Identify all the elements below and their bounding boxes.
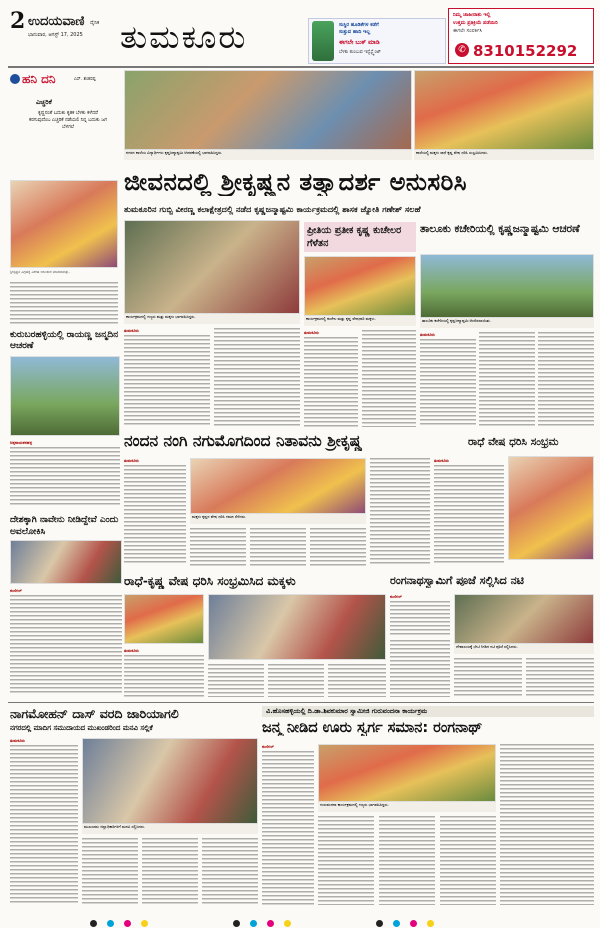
desha-byline: ಕುಣಿಗಲ್ [10, 588, 22, 593]
nandana-body-col2 [190, 528, 246, 566]
nagamohan-subhead: ನಗರದಲ್ಲಿ ಮಾದಿಗ ಸಮುದಾಯದ ಮುಖಂಡರಿಂದ ಮನವಿ ಸಲ್ಲಿಕೆ [10, 724, 153, 732]
janma-caption: ಗುರುವಂದನಾ ಕಾರ್ಯಕ್ರಮದಲ್ಲಿ ಗಣ್ಯರು ಭಾಗವಹಿಸಿದ್ದರು. [318, 802, 496, 812]
kuchela-caption: ಕಾರ್ಯಕ್ರಮದಲ್ಲಿ ಕುಚೇಲ ಮತ್ತು ಕೃಷ್ಣ ವೇಷಧಾರಿ ಮಕ್ಕಳು. [304, 316, 416, 326]
taluk-body-col3 [538, 332, 594, 427]
phone-icon: ✆ [455, 43, 469, 57]
ranganatha-body-col2 [390, 640, 450, 697]
janma-photo [318, 744, 496, 802]
desha-body [10, 595, 122, 695]
ranganatha-headline: ರಂಗನಾಥಸ್ವಾಮಿಗೆ ಪೂಜೆ ಸಲ್ಲಿಸಿದ ನಟಿ [390, 574, 524, 587]
ranganatha-body-col3 [454, 658, 522, 697]
nandana-body-col5 [370, 458, 430, 566]
nandana-headline: ನಂದನ ನಂಗಿ ನಗುಮೊಗದಿಂದ ನಿತಾವನು ಶ್ರೀಕೃಷ್ಣ [124, 432, 363, 450]
nandana-body-col1 [124, 465, 186, 565]
lead-body-col2 [214, 328, 300, 427]
lead-body-photo-caption: ಕಾರ್ಯಕ್ರಮದಲ್ಲಿ ಗಣ್ಯರು ಮತ್ತು ಮಕ್ಕಳು ಭಾಗವಹಿಸಿದ್ದರು. [124, 314, 300, 324]
ranganatha-caption: ದೇವಾಲಯಕ್ಕೆ ಭೇಟಿ ನೀಡಿದ ನಟಿ ಪೂಜೆ ಸಲ್ಲಿಸಿದರು. [454, 644, 594, 654]
lead-photo-2 [414, 70, 594, 150]
kuchela-body-col1 [304, 337, 358, 427]
top-ad-line2: ಸುತ್ತುವ ಹಾದಿ ಇಲ್ಲ [339, 29, 371, 35]
radhe-vesha-byline: ತುಮಕೂರು [434, 458, 449, 463]
kuchela-headline-box [304, 222, 416, 252]
janma-body-col1 [262, 751, 314, 905]
ranganatha-body-col4 [526, 658, 594, 697]
nagamohan-body-col1 [10, 745, 78, 905]
nagamohan-byline: ತುಮಕೂರು [10, 738, 25, 743]
radhe-krishna-body-col4 [328, 664, 386, 697]
lead-subhead: ತುಮಕೂರಿನ ಗುಬ್ಬಿ ವೀರಣ್ಣ ಕಲಾಕ್ಷೇತ್ರದಲ್ಲಿ ನಡೆದ ಕೃಷ್ಣಜನ್ಮಾಷ್ಟಮಿ ಕಾರ್ಯಕ್ರಮದಲ್ಲಿ ಶಾಸಕ ಜ್ಯೋತಿ ಗಣೇಶ್ ಸಲಹೆ [124, 204, 421, 214]
radhe-krishna-body-col2 [208, 664, 264, 697]
lead-body-col1 [124, 335, 210, 427]
nagamohan-body-col4 [202, 838, 258, 905]
lead-photo-1 [124, 70, 412, 150]
masthead-rule [8, 66, 594, 68]
nagamohan-body-col2 [82, 838, 138, 905]
taluk-caption: ತಾಲೂಕು ಕಚೇರಿಯಲ್ಲಿ ಕೃಷ್ಣಜನ್ಮಾಷ್ಟಮಿ ಆಚರಿಸಲಾಯಿತು. [420, 318, 594, 328]
ranganatha-photo [454, 594, 594, 644]
ranganatha-body-col1 [390, 601, 450, 635]
nagamohan-headline: ನಾಗಮೋಹನ್ ದಾಸ್ ವರದಿ ಜಾರಿಯಾಗಲಿ [10, 706, 179, 721]
kuchela-body-col2 [362, 330, 416, 427]
taluk-headline: ತಾಲೂಕು ಕಚೇರಿಯಲ್ಲಿ ಕೃಷ್ಣಜನ್ಮಾಷ್ಟಮಿ ಆಚರಣೆ [420, 223, 580, 235]
honey-money-box [8, 70, 120, 178]
taluk-body-col2 [479, 332, 535, 427]
masthead [0, 0, 600, 66]
desha-headline: ದೇಶಕ್ಕಾಗಿ ನಾವೇನು ನೀಡಿದ್ದೇವೆ ಎಂದು ಅವಲೋಕಿಸಿ [10, 515, 119, 537]
janma-body-col2 [318, 816, 374, 905]
nagamohan-caption: ಮುಖಂಡರು ಜಿಲ್ಲಾಧಿಕಾರಿಗಳಿಗೆ ಮನವಿ ಸಲ್ಲಿಸಿದರು. [82, 824, 258, 834]
taluk-byline: ತುಮಕೂರು [420, 332, 435, 337]
lead-photo-1-caption: ನಗರದ ಶಾಲೆಯ ವಿದ್ಯಾರ್ಥಿಗಳು ಕೃಷ್ಣಜನ್ಮಾಷ್ಟಮಿ ಆಚರಣೆಯಲ್ಲಿ ಭಾಗವಹಿಸಿದ್ದರು. [124, 150, 412, 160]
edition-word: ದೈನಿಕ [90, 20, 100, 26]
section-title: ತುಮಕೂರು [120, 18, 248, 56]
top-ad-line1: ಸುಸ್ಥಿರ ಹೂಡಿಕೆಗಳ ಕಡೆಗೆ [339, 22, 379, 28]
phone-hand-image [312, 21, 334, 61]
nandana-byline: ತುಮಕೂರು [124, 458, 139, 463]
nandana-caption: ಮಕ್ಕಳು ಕೃಷ್ಣನ ವೇಷ ಧರಿಸಿ ಗಮನ ಸೆಳೆದರು. [190, 514, 366, 524]
kurubarahalli-photo [10, 356, 120, 436]
top-advertisement[interactable] [308, 18, 446, 64]
janma-headline: ಜನ್ಮ ನೀಡಿದ ಊರು ಸ್ವರ್ಗ ಸಮಾನ: ರಂಗನಾಥ್ [262, 720, 483, 736]
left-idol-caption: ಶ್ರೀಕೃಷ್ಣನ ವಿಗ್ರಹಕ್ಕೆ ವಿಶೇಷ ಅಲಂಕಾರ ಮಾಡಲಾಗಿತ್ತು. [10, 270, 70, 274]
janma-kicker-box [262, 706, 594, 717]
kurubarahalli-headline: ಕುರುಬರಹಳ್ಳಿಯಲ್ಲಿ ರಾಯಣ್ಣ ಜನ್ಮದಿನ ಆಚರಣೆ [10, 330, 119, 351]
desha-photo [10, 540, 122, 584]
janma-body-col3 [379, 816, 435, 905]
top-ad-line3: ಈಗಲೇ ಬುಕ್ ಮಾಡಿ [339, 39, 380, 46]
nandana-body-col3 [250, 528, 306, 566]
lead-photo-2-caption: ಶಾಲೆಯಲ್ಲಿ ಮಕ್ಕಳು ರಾಧೆ ಕೃಷ್ಣ ವೇಷ ಧರಿಸಿ ಸಂಭ್ರಮಿಸಿದರು. [414, 150, 594, 160]
honey-money-author: ಎಸ್. ಶಂಕರಪ್ಪ [74, 77, 96, 82]
taluk-photo [420, 254, 594, 318]
radhe-krishna-headline: ರಾಧೆ-ಕೃಷ್ಣ ವೇಷ ಧರಿಸಿ ಸಂಭ್ರಮಿಸಿದ ಮಕ್ಕಳು [124, 574, 296, 588]
janma-kicker: ವಿ.ಹೊಸಹಳ್ಳಿಯಲ್ಲಿ ದಿ.ಡಾ.ಶಿವಕುಮಾರ ಸ್ವಾಮೀಜಿ ಗುರುವಂದನಾ ಕಾರ್ಯಕ್ರಮ [266, 707, 428, 715]
radhe-vesha-photo [508, 456, 594, 560]
right-ad-line1: ನಿಮ್ಮ ಜಾಹೀರಾತು ಇಲ್ಲಿ [453, 12, 491, 18]
radhe-krishna-byline: ತುಮಕೂರು [124, 648, 139, 653]
nagamohan-photo [82, 738, 258, 824]
honey-money-title: ಹನಿ ದನಿ [22, 72, 56, 86]
lead-byline: ತುಮಕೂರು [124, 328, 139, 333]
ad-phone-number[interactable]: 8310152292 [473, 42, 578, 60]
top-ad-line4: ಬೆಳಕು ತುಂಬುವ ಇನ್ವೆಸ್ಟ್ಮೆಂಟ್ [339, 50, 381, 55]
right-ad-line3: ಈಗಲೇ ಸಂಪರ್ಕಿಸಿ [453, 28, 483, 34]
radhe-krishna-body-col1 [124, 655, 204, 697]
radhe-vesha-body [434, 465, 504, 565]
kuchela-headline: ಪ್ರೀತಿಯ ಪ್ರತೀಕ ಕೃಷ್ಣ ಕುಚೇಲರ ಗೆಳೆತನ [307, 225, 402, 249]
left-idol-caption-lines [10, 282, 118, 326]
radhe-krishna-body-col3 [268, 664, 324, 697]
radhe-krishna-photo [124, 594, 204, 644]
lead-headline: ಜೀವನದಲ್ಲಿ ಶ್ರೀಕೃಷ್ಣನ ತತ್ವಾದರ್ಶ ಅನುಸರಿಸಿ [124, 168, 468, 196]
lead-body-photo [124, 220, 300, 314]
dateline: ಭಾನುವಾರ, ಆಗಸ್ಟ್ 17, 2025 [28, 32, 83, 38]
radhe-krishna-photo-2 [208, 594, 386, 660]
nagamohan-body-col3 [142, 838, 198, 905]
nandana-body-col4 [310, 528, 366, 566]
kuchela-byline: ತುಮಕೂರು [304, 330, 319, 335]
honey-money-logo-icon [10, 74, 20, 84]
janma-body-col4 [440, 816, 496, 905]
right-advertisement[interactable] [448, 8, 594, 64]
janma-byline: ಕುಣಿಗಲ್ [262, 744, 274, 749]
print-registration-marks [90, 912, 510, 922]
honey-money-body: ಕೃಷ್ಣನಂತೆ ಬದುಕು ಕೃತಕ ಬೆಳಕು ಕಳೆದರೆ ಕರಗುವುದೆಂಬ ಎಚ್ಚರಿಕೆ ನಡೆಯಲಿ ನಿನ್ನ ಬದುಕು ಜಗ ಬೆಳಗಲೆ [28, 111, 108, 130]
kurubarahalli-body [10, 447, 120, 505]
right-ad-line2: ಉತ್ತಮ ಪ್ರತಿಕ್ರಿಯೆ ಪಡೆಯಿರಿ [453, 20, 498, 26]
paper-name: ಉದಯವಾಣಿ [28, 14, 85, 29]
nandana-photo [190, 458, 366, 514]
janma-body-col5 [500, 744, 594, 905]
kuchela-photo [304, 256, 416, 316]
kurubarahalli-byline: ಚಿಕ್ಕನಾಯಕನಹಳ್ಳಿ [10, 440, 33, 445]
taluk-body-col1 [420, 339, 476, 427]
radhe-vesha-headline: ರಾಧೆ ವೇಷ ಧರಿಸಿ ಸಂಭ್ರಮ [468, 436, 559, 448]
bottom-section-rule [8, 702, 594, 703]
ranganatha-byline: ಕುಣಿಗಲ್ [390, 594, 402, 599]
krishna-idol-photo [10, 180, 118, 268]
page-number: 2 [10, 8, 26, 34]
honey-money-heading: ಎಚ್ಚರಿಕೆ [36, 98, 52, 106]
